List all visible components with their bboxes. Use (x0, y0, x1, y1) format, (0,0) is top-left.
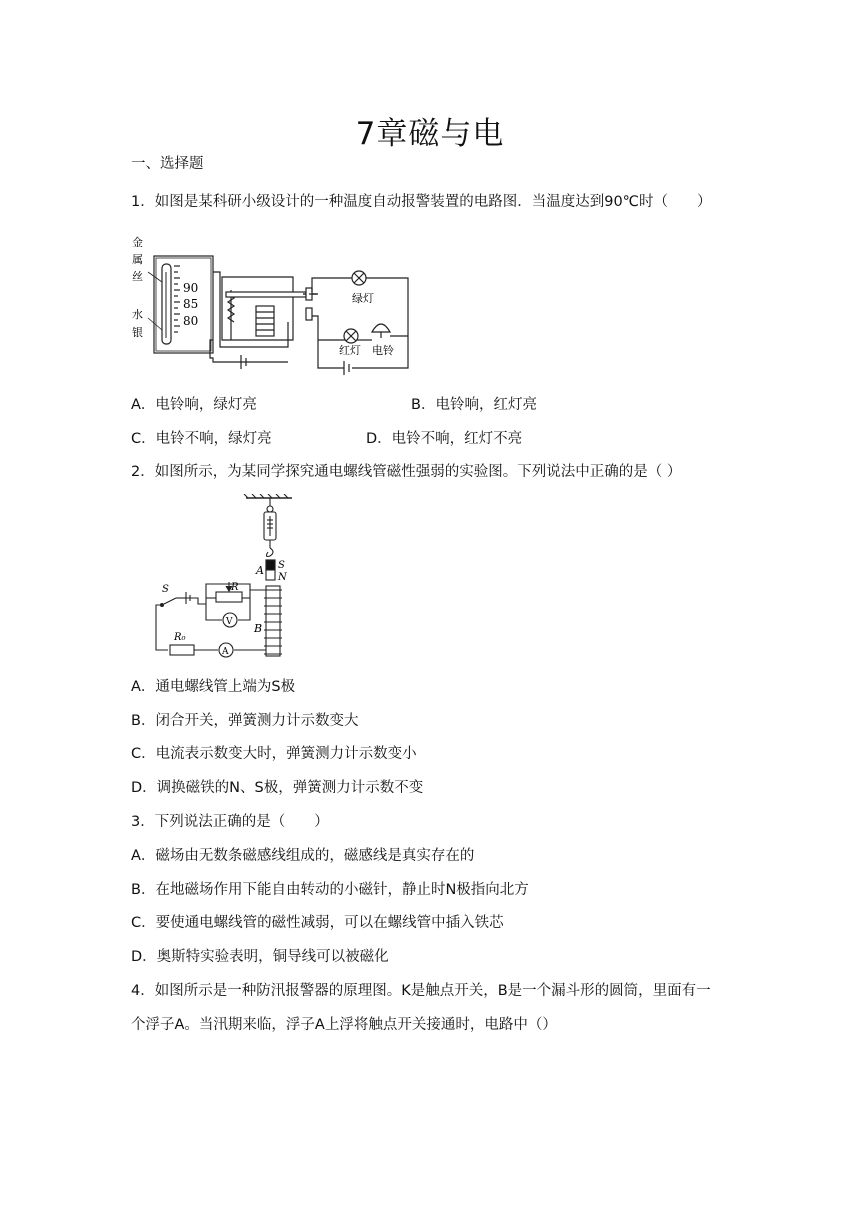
label-solenoid-b: B (254, 622, 263, 635)
label-green-lamp: 绿灯 (352, 292, 374, 305)
q2-stem: 2．如图所示，为某同学探究通电螺线管磁性强弱的实验图。下列说法中正确的是（ ） (131, 464, 682, 480)
q2-option-c: C．电流表示数变大时，弹簧测力计示数变小 (131, 746, 417, 762)
q2-option-d: D．调换磁铁的N、S极，弹簧测力计示数不变 (131, 780, 424, 796)
scale-90: 90 (183, 281, 199, 295)
label-mercury-1: 水 (132, 308, 143, 321)
q1-option-c: C．电铃不响，绿灯亮 (131, 431, 272, 447)
q3-option-d: D．奥斯特实验表明，铜导线可以被磁化 (131, 949, 389, 965)
label-north-pole: N (278, 572, 287, 583)
scale-85: 85 (183, 297, 199, 311)
q3-option-c: C．要使通电螺线管的磁性减弱，可以在螺线管中插入铁芯 (131, 915, 504, 931)
label-switch-s: S (162, 584, 169, 595)
label-metal-wire-2: 属 (132, 253, 143, 266)
q2-option-a: A．通电螺线管上端为S极 (131, 679, 296, 695)
q4-stem-line2: 个浮子A。当汛期来临，浮子A上浮将触点开关接通时，电路中（） (131, 1017, 557, 1033)
q2-option-b: B．闭合开关，弹簧测力计示数变大 (131, 713, 359, 729)
label-voltmeter-v: V (226, 617, 233, 627)
section-heading: 一、选择题 (131, 156, 204, 172)
q1-alarm-circuit-figure (128, 232, 420, 380)
label-bell: 电铃 (372, 344, 394, 357)
label-ammeter-a: A (222, 647, 229, 657)
q3-stem: 3．下列说法正确的是（ ） (131, 814, 329, 830)
scale-80: 80 (183, 314, 199, 328)
label-resistor-r0: R₀ (174, 632, 186, 643)
q1-option-d: D．电铃不响，红灯不亮 (366, 431, 523, 447)
label-magnet-a: A (256, 564, 264, 577)
q1-option-a: A．电铃响，绿灯亮 (131, 397, 257, 413)
q4-stem-line1: 4．如图所示是一种防汛报警器的原理图。K是触点开关，B是一个漏斗形的圆筒，里面有一 (131, 983, 711, 999)
q3-option-a: A．磁场由无数条磁感线组成的，磁感线是真实存在的 (131, 848, 475, 864)
label-metal-wire-3: 丝 (132, 270, 143, 283)
q2-solenoid-experiment-figure (150, 494, 300, 664)
q1-option-b: B．电铃响，红灯亮 (411, 397, 537, 413)
label-mercury-2: 银 (132, 326, 143, 339)
q1-stem: 1．如图是某科研小级设计的一种温度自动报警装置的电路图．当温度达到90℃时（ ） (131, 194, 712, 210)
page-title: 7章磁与电 (355, 116, 505, 152)
label-red-lamp: 红灯 (339, 344, 361, 357)
q3-option-b: B．在地磁场作用下能自由转动的小磁针，静止时N极指向北方 (131, 882, 529, 898)
label-metal-wire-1: 金 (132, 236, 143, 249)
label-rheostat-r: R (231, 582, 239, 593)
label-south-pole: S (278, 560, 285, 571)
